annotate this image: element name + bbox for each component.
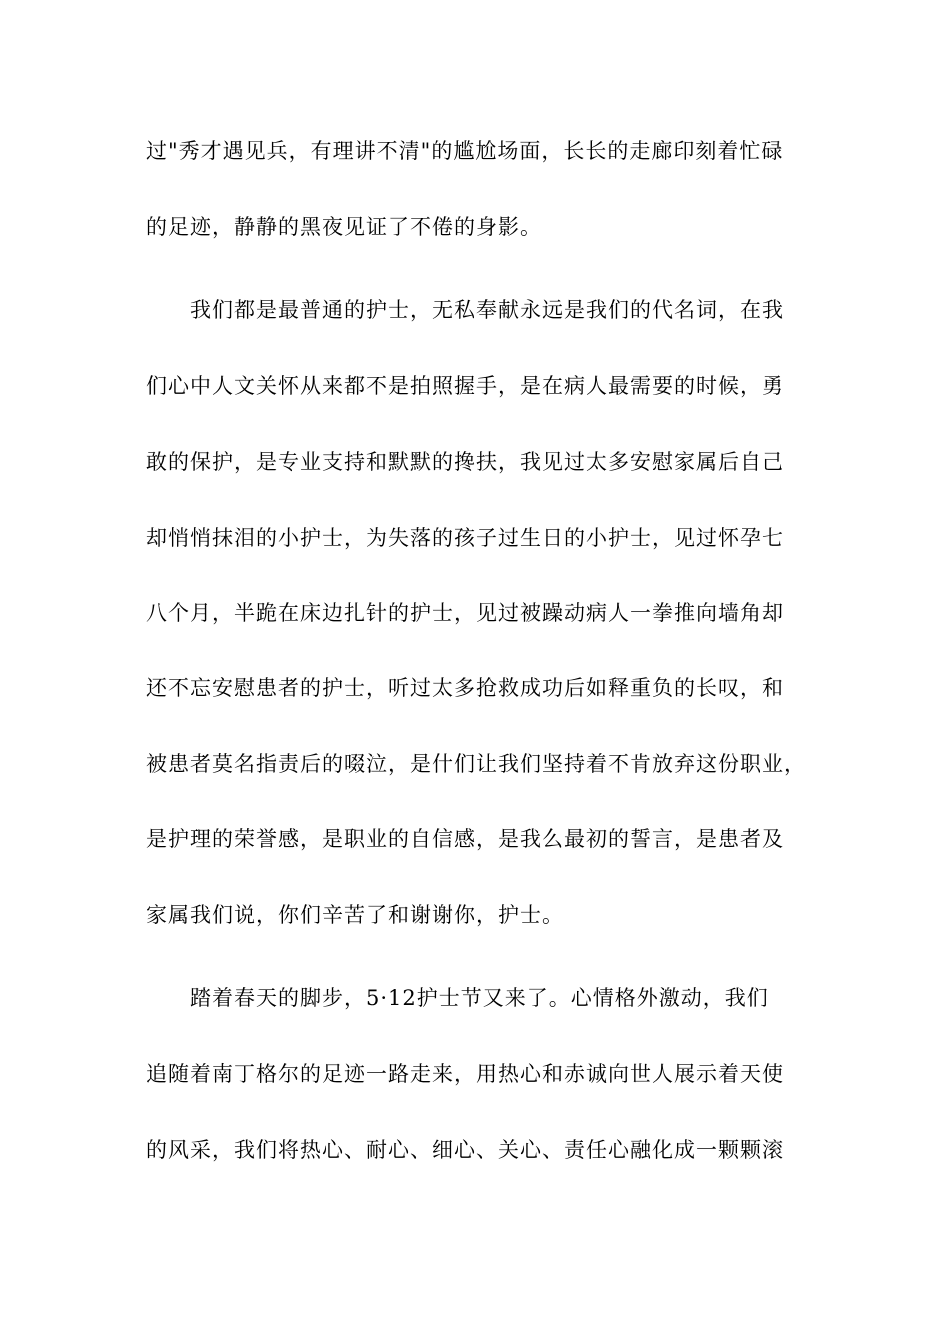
paragraph-2-line-4: 却悄悄抹泪的小护士，为失落的孩子过生日的小护士，见过怀孕七 (146, 526, 784, 550)
paragraph-1-line-2: 的足迹，静静的黑夜见证了不倦的身影。 (146, 215, 542, 239)
paragraph-3-line-3: 的风采，我们将热心、耐心、细心、关心、责任心融化成一颗颗滚 (146, 1138, 784, 1162)
paragraph-2-line-2: 们心中人文关怀从来都不是拍照握手，是在病人最需要的时候，勇 (146, 374, 784, 398)
paragraph-2-line-1: 我们都是最普通的护士，无私奉献永远是我们的代名词，在我 (190, 298, 784, 322)
paragraph-2-line-5: 八个月，半跪在床边扎针的护士，见过被躁动病人一拳推向墙角却 (146, 601, 784, 625)
paragraph-2-line-3: 敢的保护，是专业支持和默默的搀扶，我见过太多安慰家属后自己 (146, 450, 784, 474)
paragraph-3-line-1: 踏着春天的脚步，5·12护士节又来了。心情格外激动，我们 (190, 986, 769, 1010)
paragraph-2-line-8: 是护理的荣誉感，是职业的自信感，是我么最初的誓言，是患者及 (146, 827, 784, 851)
paragraph-2-line-7: 被患者莫名指责后的啜泣，是什们让我们坚持着不肯放弃这份职业， (146, 752, 806, 776)
paragraph-1-line-1: 过"秀才遇见兵，有理讲不清"的尴尬场面，长长的走廊印刻着忙碌 (146, 139, 784, 163)
paragraph-2-line-9: 家属我们说，你们辛苦了和谢谢你，护士。 (146, 903, 564, 927)
paragraph-2-line-6: 还不忘安慰患者的护士，听过太多抢救成功后如释重负的长叹，和 (146, 676, 784, 700)
paragraph-3-line-2: 追随着南丁格尔的足迹一路走来，用热心和赤诚向世人展示着天使 (146, 1062, 784, 1086)
